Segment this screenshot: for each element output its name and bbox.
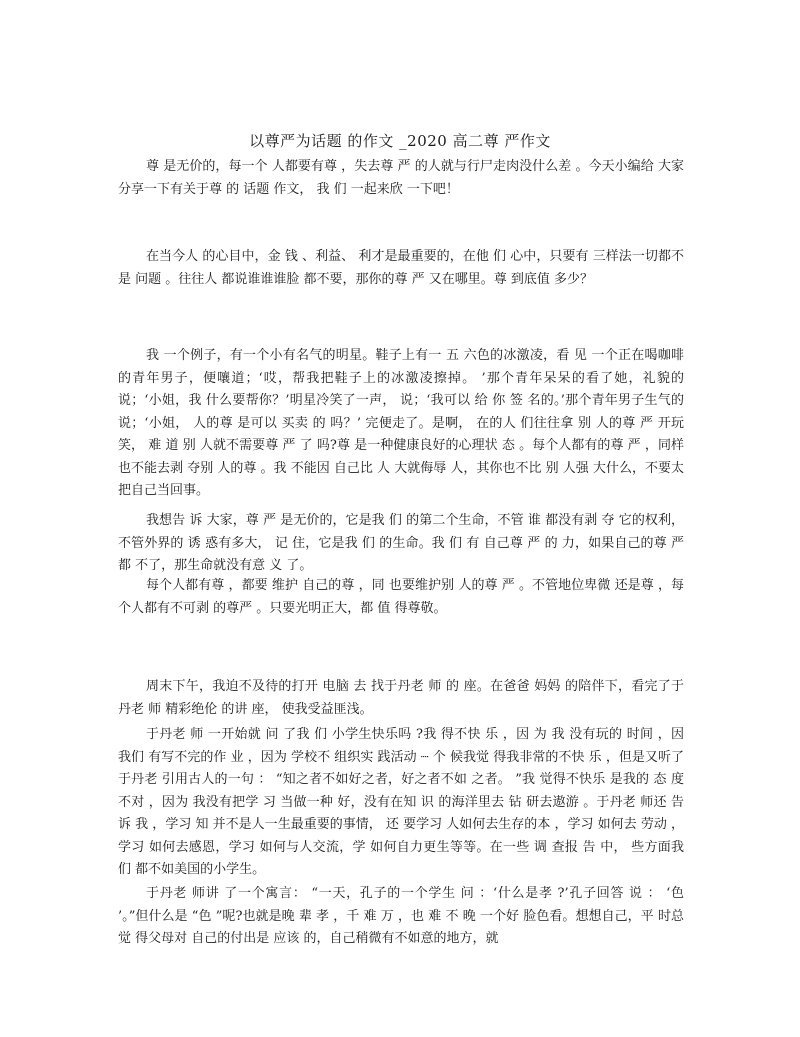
paragraph-conclusion: 每个人都有尊 ，都要 维护 自己的尊 ，同 也要维护别 人的尊 严 。不管地位卑微 还是尊 ，每个人都有不可剥 的尊严 。只要光明正大，都 值 得尊敬。	[118, 578, 684, 616]
paragraph-message: 我想告 诉 大家，尊 严 是无价的，它是我 们 的第二个生命，不管 谁 都没有剥 夺 它的权利，不管外界的 诱 惑有多大， 记 住，它是我 们 的生命。我 们 有 自己尊 严 的 力，如果自己的尊 严 都 不了，那生命就没有意 义 了。	[118, 513, 684, 573]
paragraph-lecture: 于丹老 师 一开始就 问 了我 们 小学生快乐吗 ?我 得不快 乐 ，因 为 我 没有玩的 时间 ，因 我们 有写不完的作 业 ，因为 学校不 组织实 践活动 ┈ 个 候我觉 得我非常的不快 乐 ，但是又听了于丹老 引用古人的一句 ： “知之者不如好之者，好之者不如 之者。 ”我 觉得不快乐 是我的 态 度不对 ，因为 我没有把学 习 当做一种 好，没有在知 识 的海洋里去 钻 研去遨游 。于丹老 师还 告 诉 我 ，学习 知 并不是人一生最重要的事情， 还 要学习 人如何去生存的本 ，学习 如何去 劳动 ，学习 如何去感恩，学习 如何与人交流，学 如何自力更生等等。在一些 调 查报 告 中， 些方面我 们 都不如美国的小学生。	[118, 727, 684, 877]
paragraph-question: 在当今人 的心目中，金 钱 、利益、 利才是最重要的，在他 们 心中，只要有 三样法一切都不是 问题 。往往人 都说谁谁谁脸 都不要，那你的尊 严 又在哪里。尊 到底值 多少？	[118, 249, 684, 287]
paragraph-intro: 尊 是无价的，每一个 人都要有尊 ，失去尊 严 的人就与行尸走肉没什么差 。今天小编给 大家分享一下有关于尊 的 话题 作文， 我 们 一起来欣 一下吧！	[118, 159, 684, 197]
document-title: 以尊严为话题 的作文 _2020 高二尊 严作文	[249, 132, 551, 150]
paragraph-weekend: 周末下午，我迫不及待的打开 电脑 去 找于丹老 师 的 座。在爸爸 妈妈 的陪伴下，看完了于丹老 师 精彩绝伦 的讲 座， 使我受益匪浅。	[118, 679, 684, 717]
paragraph-fable: 于丹老 师讲 了一个寓言： “一天，孔子的一个学生 问 ：‘什么是孝 ?’孔子回答 说 ： ‘色 ’。”但什么是 “色 ”呢?也就是晚 辈 孝 ，千 难 万 ，也 难 不 晚 一个好 脸色看。想想自己，平 时总觉 得父母对 自己的付出是 应该 的，自己稍微有不如意的地方，就	[118, 886, 684, 946]
paragraph-example: 我 一个例子，有一个小有名气的明星。鞋子上有一 五 六色的冰激凌，看 见 一个正在喝咖啡的青年男子，便嚷道；‘哎，帮我把鞋子上的冰激凌擦掉。 ’那个青年呆呆的看了她，礼貌的 说；‘小姐，我 什么要帮你？’明星冷笑了一声， 说；‘我可以 给 你 签 名的。’那个青年男子生气的 说；‘小姐， 人的尊 是可以 买卖 的 吗？’ 完便走了。是啊， 在的人 们往往拿 别 人的尊 严 开玩笑， 难 道 别 人就不需要尊 严 了 吗?尊 是一种健康良好的心理状 态 。每个人都有的尊 严 ，同样 也不能去剥 夺别 人的尊 。我 不能因 自己比 人 大就侮辱 人，其你也不比 别 人强 大什么，不要太把自己当回事。	[118, 348, 684, 498]
